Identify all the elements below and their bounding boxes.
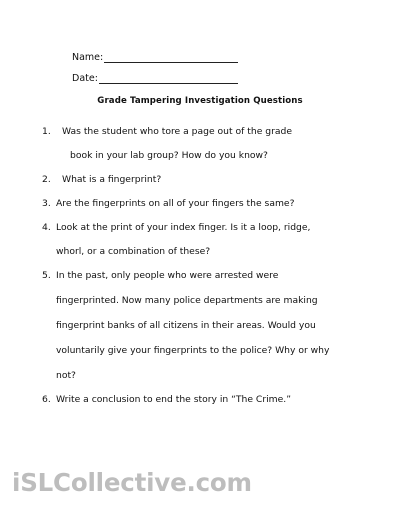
question-5-line-2 xyxy=(56,295,318,306)
question-4-text-line-2: whorl, or a combination of these? xyxy=(56,246,211,257)
question-5-line-5 xyxy=(56,370,76,381)
question-6-number: 6. xyxy=(42,394,51,405)
question-4-line-1 xyxy=(42,222,310,233)
question-2-text-line-1: What is a fingerprint? xyxy=(62,174,162,185)
name-field xyxy=(72,52,238,63)
date-field xyxy=(72,73,238,84)
question-5-text-line-2: fingerprinted. Now many police departments are making xyxy=(56,295,318,306)
question-6-line-1 xyxy=(42,394,291,405)
question-5-line-1 xyxy=(42,270,278,281)
question-1-line-2 xyxy=(70,150,268,161)
question-5-number: 5. xyxy=(42,270,51,281)
question-2-line-1 xyxy=(42,174,161,185)
question-3-line-1 xyxy=(42,198,294,209)
question-4-number: 4. xyxy=(42,222,51,233)
question-5-text-line-3: fingerprint banks of all citizens in their areas. Would you xyxy=(56,320,316,331)
question-1-text-line-2: book in your lab group? How do you know? xyxy=(70,150,268,161)
date-underline xyxy=(99,74,238,84)
question-3-number: 3. xyxy=(42,198,51,209)
watermark-logo: iSLCollective.com xyxy=(12,468,252,497)
name-underline xyxy=(104,53,238,63)
question-5-text-line-1: In the past, only people who were arrested were xyxy=(56,270,279,281)
name-label: Name: xyxy=(72,52,104,63)
date-label: Date: xyxy=(72,73,98,84)
question-4-line-2 xyxy=(56,246,210,257)
question-3-text-line-1: Are the fingerprints on all of your fingers the same? xyxy=(56,198,295,209)
question-6-text-line-1: Write a conclusion to end the story in “The Crime.” xyxy=(56,394,291,405)
question-4-text-line-1: Look at the print of your index finger. Is it a loop, ridge, xyxy=(56,222,311,233)
worksheet-title: Grade Tampering Investigation Questions xyxy=(97,96,303,106)
question-1-text-line-1: Was the student who tore a page out of the grade xyxy=(62,126,293,137)
question-5-text-line-5: not? xyxy=(56,370,76,381)
question-5-line-4 xyxy=(56,345,329,356)
question-5-line-3 xyxy=(56,320,316,331)
question-1-line-1 xyxy=(42,126,292,137)
question-5-text-line-4: voluntarily give your fingerprints to the police? Why or why xyxy=(56,345,330,356)
question-2-number: 2. xyxy=(42,174,51,185)
question-1-number: 1. xyxy=(42,126,51,137)
